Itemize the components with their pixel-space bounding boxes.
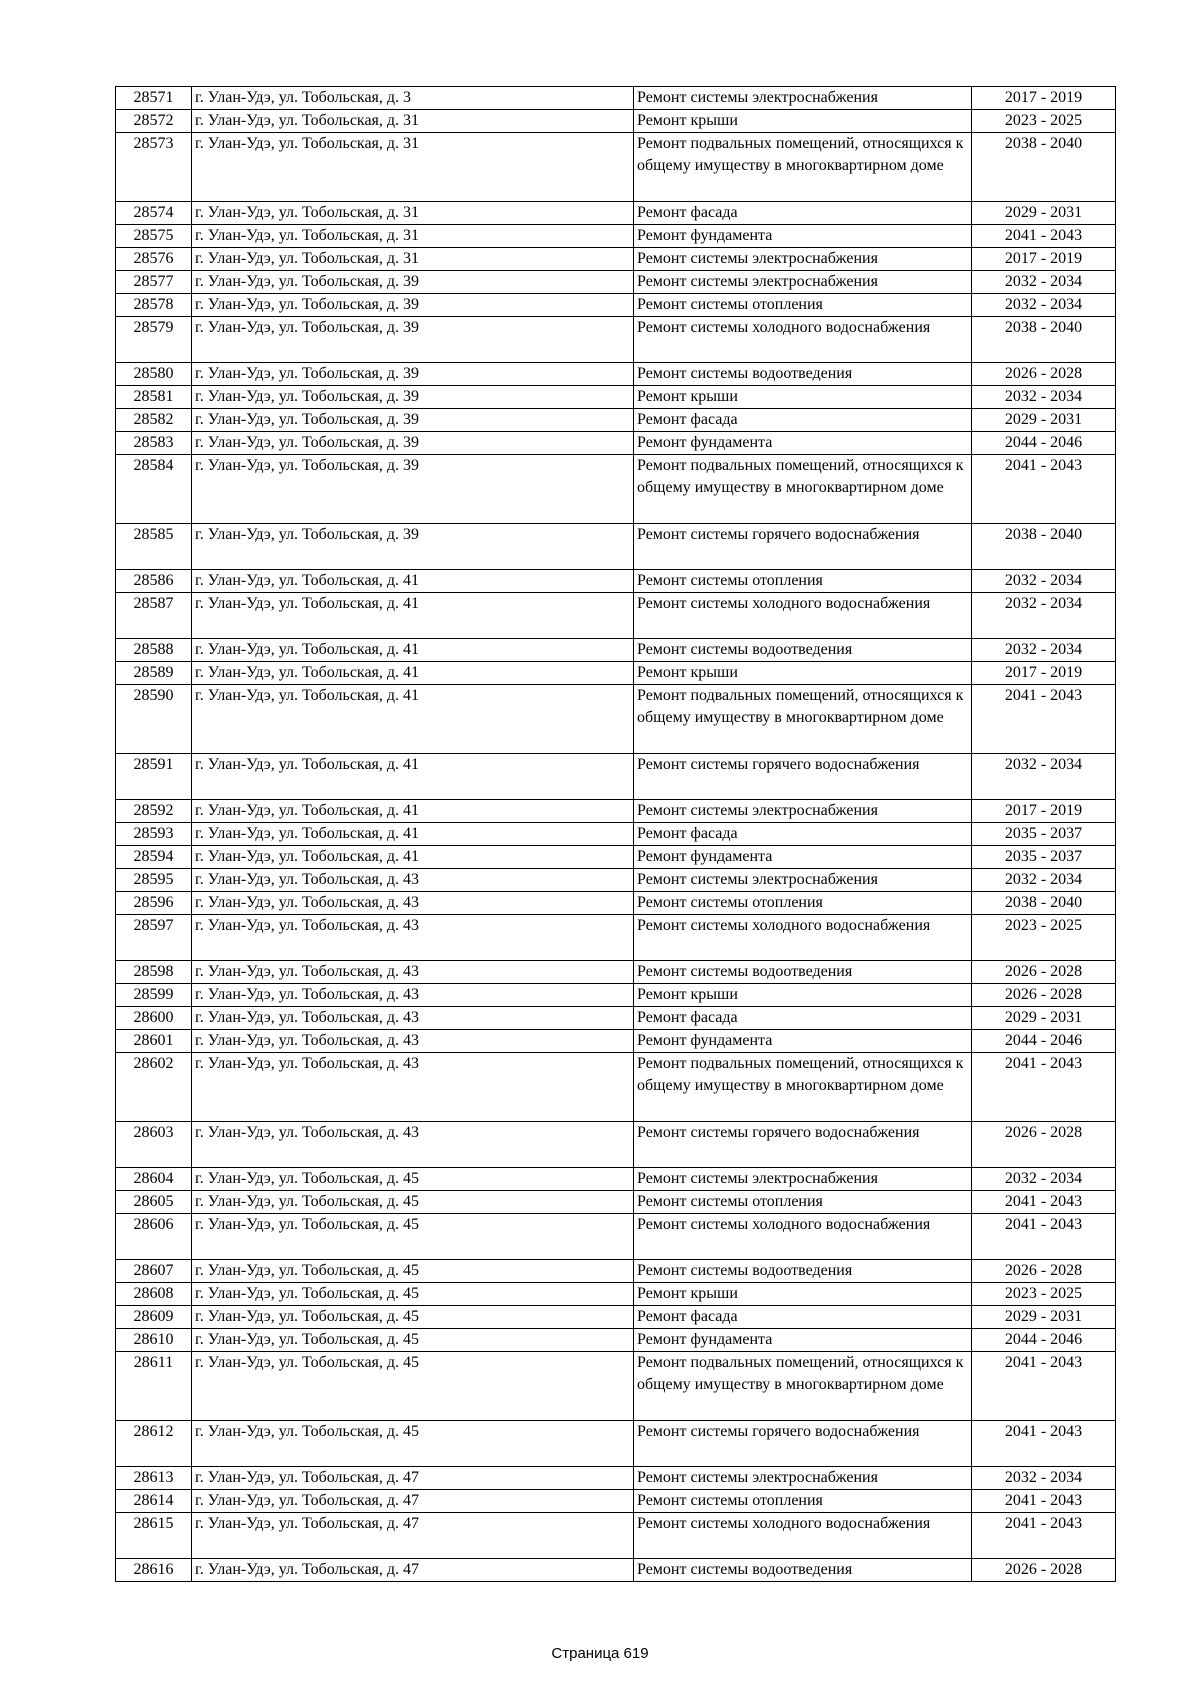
table-row — [116, 662, 1116, 685]
table-row — [116, 1559, 1116, 1582]
period-cell: 2017 - 2019 — [972, 662, 1116, 685]
table-row — [116, 1214, 1116, 1260]
table-row — [116, 317, 1116, 363]
row-number: 28609 — [116, 1306, 192, 1329]
work-schedule-table — [115, 86, 1116, 1582]
row-number: 28614 — [116, 1490, 192, 1513]
address-cell: г. Улан-Удэ, ул. Тобольская, д. 41 — [192, 754, 634, 800]
address-cell: г. Улан-Удэ, ул. Тобольская, д. 39 — [192, 432, 634, 455]
row-number: 28596 — [116, 892, 192, 915]
work-type-cell: Ремонт системы электроснабжения — [634, 87, 972, 110]
period-cell: 2041 - 2043 — [972, 685, 1116, 754]
address-cell: г. Улан-Удэ, ул. Тобольская, д. 39 — [192, 524, 634, 570]
row-number: 28602 — [116, 1053, 192, 1122]
row-number: 28592 — [116, 800, 192, 823]
row-number: 28613 — [116, 1467, 192, 1490]
table-row — [116, 294, 1116, 317]
address-cell: г. Улан-Удэ, ул. Тобольская, д. 45 — [192, 1168, 634, 1191]
row-number: 28606 — [116, 1214, 192, 1260]
address-cell: г. Улан-Удэ, ул. Тобольская, д. 39 — [192, 386, 634, 409]
work-type-cell: Ремонт системы водоотведения — [634, 1559, 972, 1582]
table-row — [116, 1030, 1116, 1053]
period-cell: 2017 - 2019 — [972, 800, 1116, 823]
work-type-cell: Ремонт подвальных помещений, относящихся к общему имуществу в многоквартирном доме — [634, 685, 972, 754]
address-cell: г. Улан-Удэ, ул. Тобольская, д. 31 — [192, 202, 634, 225]
address-cell: г. Улан-Удэ, ул. Тобольская, д. 43 — [192, 1122, 634, 1168]
period-cell: 2017 - 2019 — [972, 87, 1116, 110]
table-row — [116, 1467, 1116, 1490]
row-number: 28572 — [116, 110, 192, 133]
period-cell: 2029 - 2031 — [972, 202, 1116, 225]
work-type-cell: Ремонт системы отопления — [634, 294, 972, 317]
period-cell: 2041 - 2043 — [972, 1214, 1116, 1260]
table-row — [116, 202, 1116, 225]
table-row — [116, 915, 1116, 961]
work-type-cell: Ремонт фундамента — [634, 846, 972, 869]
row-number: 28597 — [116, 915, 192, 961]
row-number: 28607 — [116, 1260, 192, 1283]
work-type-cell: Ремонт крыши — [634, 1283, 972, 1306]
work-type-cell: Ремонт системы холодного водоснабжения — [634, 915, 972, 961]
row-number: 28610 — [116, 1329, 192, 1352]
period-cell: 2032 - 2034 — [972, 386, 1116, 409]
row-number: 28581 — [116, 386, 192, 409]
work-type-cell: Ремонт системы холодного водоснабжения — [634, 593, 972, 639]
address-cell: г. Улан-Удэ, ул. Тобольская, д. 31 — [192, 133, 634, 202]
address-cell: г. Улан-Удэ, ул. Тобольская, д. 39 — [192, 363, 634, 386]
address-cell: г. Улан-Удэ, ул. Тобольская, д. 45 — [192, 1260, 634, 1283]
row-number: 28578 — [116, 294, 192, 317]
row-number: 28573 — [116, 133, 192, 202]
period-cell: 2023 - 2025 — [972, 1283, 1116, 1306]
address-cell: г. Улан-Удэ, ул. Тобольская, д. 31 — [192, 110, 634, 133]
period-cell: 2029 - 2031 — [972, 409, 1116, 432]
table-row — [116, 1421, 1116, 1467]
period-cell: 2038 - 2040 — [972, 317, 1116, 363]
row-number: 28591 — [116, 754, 192, 800]
period-cell: 2032 - 2034 — [972, 1168, 1116, 1191]
period-cell: 2023 - 2025 — [972, 110, 1116, 133]
row-number: 28577 — [116, 271, 192, 294]
row-number: 28611 — [116, 1352, 192, 1421]
work-type-cell: Ремонт системы водоотведения — [634, 961, 972, 984]
period-cell: 2032 - 2034 — [972, 294, 1116, 317]
table-row — [116, 409, 1116, 432]
period-cell: 2041 - 2043 — [972, 1421, 1116, 1467]
period-cell: 2041 - 2043 — [972, 1352, 1116, 1421]
address-cell: г. Улан-Удэ, ул. Тобольская, д. 43 — [192, 869, 634, 892]
row-number: 28580 — [116, 363, 192, 386]
period-cell: 2029 - 2031 — [972, 1007, 1116, 1030]
work-type-cell: Ремонт подвальных помещений, относящихся к общему имуществу в многоквартирном доме — [634, 455, 972, 524]
work-type-cell: Ремонт крыши — [634, 662, 972, 685]
work-type-cell: Ремонт фасада — [634, 202, 972, 225]
row-number: 28586 — [116, 570, 192, 593]
table-row — [116, 1053, 1116, 1122]
address-cell: г. Улан-Удэ, ул. Тобольская, д. 47 — [192, 1490, 634, 1513]
period-cell: 2038 - 2040 — [972, 892, 1116, 915]
address-cell: г. Улан-Удэ, ул. Тобольская, д. 43 — [192, 961, 634, 984]
period-cell: 2026 - 2028 — [972, 1122, 1116, 1168]
work-type-cell: Ремонт фундамента — [634, 225, 972, 248]
work-type-cell: Ремонт системы электроснабжения — [634, 1168, 972, 1191]
period-cell: 2041 - 2043 — [972, 1191, 1116, 1214]
table-row — [116, 1306, 1116, 1329]
period-cell: 2044 - 2046 — [972, 1329, 1116, 1352]
row-number: 28583 — [116, 432, 192, 455]
table-row — [116, 570, 1116, 593]
address-cell: г. Улан-Удэ, ул. Тобольская, д. 43 — [192, 915, 634, 961]
address-cell: г. Улан-Удэ, ул. Тобольская, д. 41 — [192, 800, 634, 823]
address-cell: г. Улан-Удэ, ул. Тобольская, д. 43 — [192, 984, 634, 1007]
row-number: 28601 — [116, 1030, 192, 1053]
address-cell: г. Улан-Удэ, ул. Тобольская, д. 39 — [192, 317, 634, 363]
work-type-cell: Ремонт системы водоотведения — [634, 363, 972, 386]
work-type-cell: Ремонт системы водоотведения — [634, 639, 972, 662]
address-cell: г. Улан-Удэ, ул. Тобольская, д. 39 — [192, 271, 634, 294]
table-row — [116, 800, 1116, 823]
table-row — [116, 271, 1116, 294]
work-type-cell: Ремонт системы отопления — [634, 1490, 972, 1513]
period-cell: 2026 - 2028 — [972, 1559, 1116, 1582]
row-number: 28615 — [116, 1513, 192, 1559]
row-number: 28574 — [116, 202, 192, 225]
table-row — [116, 110, 1116, 133]
table-row — [116, 1191, 1116, 1214]
row-number: 28612 — [116, 1421, 192, 1467]
address-cell: г. Улан-Удэ, ул. Тобольская, д. 39 — [192, 294, 634, 317]
table-row — [116, 432, 1116, 455]
period-cell: 2041 - 2043 — [972, 1053, 1116, 1122]
work-type-cell: Ремонт системы отопления — [634, 892, 972, 915]
period-cell: 2032 - 2034 — [972, 570, 1116, 593]
work-type-cell: Ремонт системы отопления — [634, 1191, 972, 1214]
row-number: 28608 — [116, 1283, 192, 1306]
row-number: 28604 — [116, 1168, 192, 1191]
row-number: 28605 — [116, 1191, 192, 1214]
table-row — [116, 754, 1116, 800]
work-type-cell: Ремонт фундамента — [634, 432, 972, 455]
table-row — [116, 1168, 1116, 1191]
period-cell: 2023 - 2025 — [972, 915, 1116, 961]
period-cell: 2026 - 2028 — [972, 984, 1116, 1007]
table-row — [116, 639, 1116, 662]
row-number: 28599 — [116, 984, 192, 1007]
table-row — [116, 961, 1116, 984]
address-cell: г. Улан-Удэ, ул. Тобольская, д. 41 — [192, 570, 634, 593]
table-body — [116, 87, 1116, 1582]
work-type-cell: Ремонт системы электроснабжения — [634, 800, 972, 823]
period-cell: 2035 - 2037 — [972, 846, 1116, 869]
table-row — [116, 524, 1116, 570]
table-row — [116, 1007, 1116, 1030]
address-cell: г. Улан-Удэ, ул. Тобольская, д. 45 — [192, 1191, 634, 1214]
work-type-cell: Ремонт фасада — [634, 1007, 972, 1030]
work-type-cell: Ремонт фундамента — [634, 1329, 972, 1352]
row-number: 28579 — [116, 317, 192, 363]
row-number: 28576 — [116, 248, 192, 271]
address-cell: г. Улан-Удэ, ул. Тобольская, д. 47 — [192, 1559, 634, 1582]
address-cell: г. Улан-Удэ, ул. Тобольская, д. 43 — [192, 1030, 634, 1053]
address-cell: г. Улан-Удэ, ул. Тобольская, д. 31 — [192, 248, 634, 271]
table-row — [116, 87, 1116, 110]
row-number: 28589 — [116, 662, 192, 685]
row-number: 28582 — [116, 409, 192, 432]
work-type-cell: Ремонт системы водоотведения — [634, 1260, 972, 1283]
row-number: 28587 — [116, 593, 192, 639]
period-cell: 2044 - 2046 — [972, 1030, 1116, 1053]
work-type-cell: Ремонт фасада — [634, 1306, 972, 1329]
table-row — [116, 1352, 1116, 1421]
period-cell: 2038 - 2040 — [972, 133, 1116, 202]
table-row — [116, 823, 1116, 846]
period-cell: 2041 - 2043 — [972, 1490, 1116, 1513]
row-number: 28595 — [116, 869, 192, 892]
address-cell: г. Улан-Удэ, ул. Тобольская, д. 41 — [192, 593, 634, 639]
table-row — [116, 1490, 1116, 1513]
work-type-cell: Ремонт подвальных помещений, относящихся к общему имуществу в многоквартирном доме — [634, 1352, 972, 1421]
work-type-cell: Ремонт крыши — [634, 984, 972, 1007]
row-number: 28598 — [116, 961, 192, 984]
table-row — [116, 846, 1116, 869]
period-cell: 2032 - 2034 — [972, 639, 1116, 662]
period-cell: 2041 - 2043 — [972, 1513, 1116, 1559]
address-cell: г. Улан-Удэ, ул. Тобольская, д. 3 — [192, 87, 634, 110]
row-number: 28584 — [116, 455, 192, 524]
table-row — [116, 685, 1116, 754]
address-cell: г. Улан-Удэ, ул. Тобольская, д. 39 — [192, 409, 634, 432]
period-cell: 2032 - 2034 — [972, 271, 1116, 294]
work-type-cell: Ремонт фундамента — [634, 1030, 972, 1053]
row-number: 28594 — [116, 846, 192, 869]
period-cell: 2032 - 2034 — [972, 754, 1116, 800]
table-row — [116, 1513, 1116, 1559]
period-cell: 2026 - 2028 — [972, 363, 1116, 386]
work-type-cell: Ремонт крыши — [634, 386, 972, 409]
address-cell: г. Улан-Удэ, ул. Тобольская, д. 41 — [192, 662, 634, 685]
address-cell: г. Улан-Удэ, ул. Тобольская, д. 41 — [192, 685, 634, 754]
table-row — [116, 1260, 1116, 1283]
address-cell: г. Улан-Удэ, ул. Тобольская, д. 45 — [192, 1352, 634, 1421]
work-type-cell: Ремонт системы горячего водоснабжения — [634, 1122, 972, 1168]
table-row — [116, 1122, 1116, 1168]
row-number: 28575 — [116, 225, 192, 248]
address-cell: г. Улан-Удэ, ул. Тобольская, д. 43 — [192, 892, 634, 915]
work-type-cell: Ремонт системы холодного водоснабжения — [634, 1214, 972, 1260]
table-row — [116, 593, 1116, 639]
table-row — [116, 133, 1116, 202]
work-type-cell: Ремонт системы горячего водоснабжения — [634, 754, 972, 800]
work-type-cell: Ремонт системы электроснабжения — [634, 869, 972, 892]
address-cell: г. Улан-Удэ, ул. Тобольская, д. 45 — [192, 1421, 634, 1467]
table-row — [116, 984, 1116, 1007]
table-row — [116, 892, 1116, 915]
period-cell: 2035 - 2037 — [972, 823, 1116, 846]
period-cell: 2041 - 2043 — [972, 225, 1116, 248]
row-number: 28571 — [116, 87, 192, 110]
work-type-cell: Ремонт системы горячего водоснабжения — [634, 524, 972, 570]
row-number: 28585 — [116, 524, 192, 570]
table-row — [116, 248, 1116, 271]
table-row — [116, 363, 1116, 386]
address-cell: г. Улан-Удэ, ул. Тобольская, д. 41 — [192, 846, 634, 869]
table-row — [116, 869, 1116, 892]
address-cell: г. Улан-Удэ, ул. Тобольская, д. 47 — [192, 1467, 634, 1490]
period-cell: 2041 - 2043 — [972, 455, 1116, 524]
row-number: 28616 — [116, 1559, 192, 1582]
work-type-cell: Ремонт подвальных помещений, относящихся к общему имуществу в многоквартирном доме — [634, 1053, 972, 1122]
period-cell: 2032 - 2034 — [972, 869, 1116, 892]
address-cell: г. Улан-Удэ, ул. Тобольская, д. 45 — [192, 1283, 634, 1306]
work-type-cell: Ремонт крыши — [634, 110, 972, 133]
address-cell: г. Улан-Удэ, ул. Тобольская, д. 31 — [192, 225, 634, 248]
row-number: 28593 — [116, 823, 192, 846]
row-number: 28590 — [116, 685, 192, 754]
table-row — [116, 386, 1116, 409]
work-type-cell: Ремонт системы электроснабжения — [634, 1467, 972, 1490]
address-cell: г. Улан-Удэ, ул. Тобольская, д. 43 — [192, 1053, 634, 1122]
address-cell: г. Улан-Удэ, ул. Тобольская, д. 47 — [192, 1513, 634, 1559]
work-type-cell: Ремонт фасада — [634, 823, 972, 846]
period-cell: 2017 - 2019 — [972, 248, 1116, 271]
table-row — [116, 225, 1116, 248]
row-number: 28603 — [116, 1122, 192, 1168]
address-cell: г. Улан-Удэ, ул. Тобольская, д. 39 — [192, 455, 634, 524]
period-cell: 2029 - 2031 — [972, 1306, 1116, 1329]
period-cell: 2032 - 2034 — [972, 1467, 1116, 1490]
address-cell: г. Улан-Удэ, ул. Тобольская, д. 45 — [192, 1329, 634, 1352]
page-number: Страница 619 — [551, 1645, 649, 1662]
row-number: 28600 — [116, 1007, 192, 1030]
work-type-cell: Ремонт системы холодного водоснабжения — [634, 317, 972, 363]
period-cell: 2032 - 2034 — [972, 593, 1116, 639]
period-cell: 2026 - 2028 — [972, 961, 1116, 984]
period-cell: 2026 - 2028 — [972, 1260, 1116, 1283]
address-cell: г. Улан-Удэ, ул. Тобольская, д. 41 — [192, 639, 634, 662]
row-number: 28588 — [116, 639, 192, 662]
period-cell: 2038 - 2040 — [972, 524, 1116, 570]
table-row — [116, 455, 1116, 524]
work-type-cell: Ремонт системы электроснабжения — [634, 248, 972, 271]
address-cell: г. Улан-Удэ, ул. Тобольская, д. 45 — [192, 1214, 634, 1260]
table-row — [116, 1283, 1116, 1306]
work-type-cell: Ремонт подвальных помещений, относящихся к общему имуществу в многоквартирном доме — [634, 133, 972, 202]
work-type-cell: Ремонт системы отопления — [634, 570, 972, 593]
address-cell: г. Улан-Удэ, ул. Тобольская, д. 45 — [192, 1306, 634, 1329]
address-cell: г. Улан-Удэ, ул. Тобольская, д. 41 — [192, 823, 634, 846]
work-type-cell: Ремонт системы холодного водоснабжения — [634, 1513, 972, 1559]
period-cell: 2044 - 2046 — [972, 432, 1116, 455]
address-cell: г. Улан-Удэ, ул. Тобольская, д. 43 — [192, 1007, 634, 1030]
work-type-cell: Ремонт системы электроснабжения — [634, 271, 972, 294]
work-type-cell: Ремонт фасада — [634, 409, 972, 432]
table-row — [116, 1329, 1116, 1352]
work-type-cell: Ремонт системы горячего водоснабжения — [634, 1421, 972, 1467]
